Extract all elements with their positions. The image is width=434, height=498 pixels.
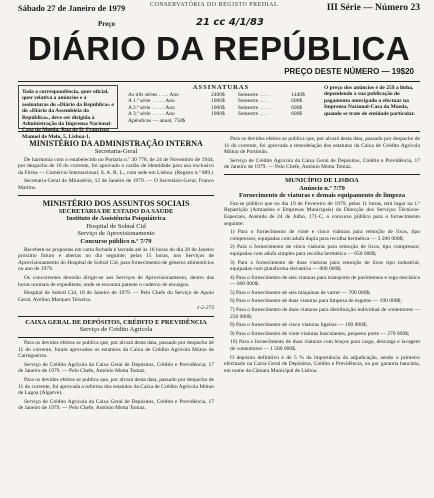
list-item: 3) Para o fornecimento de duas viaturas para remoção de lixos tipo industrial, equipadas com plataforma elevatória — 800 000$; <box>230 259 420 273</box>
series-number: III Série — Número 23 <box>326 3 420 13</box>
table-cell: 1000$ <box>211 104 225 111</box>
table-cell: 600$ <box>291 98 303 104</box>
paragraph: Serviço de Crédito Agrícola da Caixa Geral de Depósitos, Crédito e Previdência, 17 de Janeiro de 1979. — Pelo Chefe, António Motta Tomaz. <box>18 361 214 375</box>
subscriptions-grid <box>126 92 316 125</box>
paragraph: Secretaria-Geral do Ministério, 12 de Janeiro de 1979. — O Secretário-Geral, Franco Martins. <box>18 178 214 191</box>
issue-price: PREÇO DESTE NÚMERO — 19$20 <box>284 67 414 76</box>
issue-date: Sábado 27 de Janeiro de 1979 <box>18 3 126 13</box>
section-heading: Serviço de Crédito Agrícola <box>79 326 153 334</box>
list-item: 4) Para o fornecimento de seis viaturas para transporte de pavimentos e rega mecânica — 600 000$; <box>230 274 420 288</box>
section-heading: Serviço de Aprovisionamento <box>77 230 155 238</box>
content-columns <box>18 136 420 414</box>
paragraph: Para os devidos efeitos se publica que, por alvará desta data, passado por despacho de 11 do corrente, foi aprovada a reforma dos estatutos da Caixa de Crédito Agrícola Mútuo de Lagoa (Algarve). <box>18 377 214 397</box>
table-cell: Semestre . . . . <box>237 91 270 98</box>
institution-heading: CAIXA GERAL DE DEPÓSITOS, CRÉDITO E PREVIDÊNCIA <box>25 318 207 326</box>
table-cell: 1440$ <box>291 91 305 98</box>
paragraph: Os concorrentes deverão dirigir-se aos Serviços de Aprovisionamento, dentro das horas normais de expediente, onde se encontra patente o caderno de encargos. <box>18 274 214 288</box>
paragraph: Serviço de Crédito Agrícola da Caixa Geral de Depósitos, Crédito e Previdência, 17 de Janeiro de 1979. — Pelo Chefe, António Motta Tomaz. <box>224 157 420 171</box>
reference-code: 1-2-273 <box>196 305 214 312</box>
ministry-heading: MINISTÉRIO DOS ASSUNTOS SOCIAIS <box>42 198 190 208</box>
notice-title: Fornecimento de viaturas e demais equipamento de limpeza <box>239 192 405 200</box>
divider <box>18 81 420 82</box>
paragraph: De harmonia com o estabelecido no Portaria n.º 30 778, de 24 de Novembro de 1944, por despacho de 10 do corrente, foi aprovado o cartão de identidade para uso exclusivo da Firma — Comércio Internacional, S. A. R. L., com sede em Lisboa. (Registo n.º 889.) <box>18 156 214 176</box>
correspondence-notice: Toda a correspondência, quer oficial, quer relativa a anúncios e a assinaturas do «Diário da República» e do «Diário da Assembleia da República», deve ser dirigida à Administração da Imprensa Nacional-Casa da Moeda, Rua de D. Francisco Manuel de Melo, 5, Lisboa-1. <box>18 85 118 129</box>
list-item: 7) Para o fornecimento de duas viaturas para distribuição individual de contentores — 250 000$; <box>230 307 420 320</box>
section-heading: Hospital de Sobral Cid <box>86 222 146 230</box>
table-cell: Semestre . . . . <box>237 104 270 111</box>
supply-list <box>224 229 420 353</box>
price-label: Preço <box>98 20 115 28</box>
subscriptions-table <box>126 85 316 129</box>
paragraph: Para os devidos efeitos se publica que, por alvará desta data, passado por despacho de 11 do corrente, foi aprovada a remodelação dos estatutos da Caixa de Crédito Agrícola Mútuo de Portimão. <box>224 136 420 156</box>
left-column <box>18 136 214 414</box>
table-row <box>126 118 316 125</box>
divider <box>224 174 420 175</box>
registry-stamp: CONSERVATÓRIA DO REGISTO PREDIAL <box>150 2 279 8</box>
list-item: 2) Para o fornecimento de cinco viaturas para remoção de lixos, tipo compressor, equipadas com adufa simples para recolha hermética — 650 000$; <box>230 244 420 257</box>
list-item: 9) Para o fornecimento de vinte viaturas basculantes, pequeno porte — 270 000$; <box>230 330 410 337</box>
section-heading: SECRETARIA DE ESTADO DA SAÚDE <box>58 207 174 215</box>
table-cell: Semestre . . . . <box>237 98 270 104</box>
section-heading: Instituto de Assistência Psiquiátrica <box>66 215 166 223</box>
paragraph: Recebem-se propostas em carta fechada e lacrada até às 16 horas do dia 28 de Janeiro próximo futuro e abertas no dia seguinte, pelas 15 horas, nos Serviços de Aprovisionamento do Hospital de Sobral Cid, para fornecimento de géneros alimentícios no ano de 1979. <box>18 246 214 273</box>
ministry-heading: MINISTÉRIO DA ADMINISTRAÇÃO INTERNA <box>29 139 203 148</box>
table-cell: 1000$ <box>211 98 225 104</box>
section-heading: Secretaria-Geral <box>94 148 138 155</box>
list-item: 6) Para o fornecimento de duas viaturas para limpeza de esgotos — 190 000$; <box>230 298 402 305</box>
paragraph: Para os devidos efeitos se publica que, por alvará desta data, passado por despacho de 11 do corrente, foram aprovados os estatutos da Caixa de Crédito Agrícola Mútuo de Carregueiros. <box>18 340 214 360</box>
table-cell: 600$ <box>291 104 303 111</box>
list-item: 1) Para o fornecimento de vinte e cinco viaturas para remoção de lixos, tipo compressor, equipadas com adufa dupla para recolha hermética — 3 200 000$; <box>230 229 420 242</box>
paragraph: Faz-se público que no dia 19 de Fevereiro de 1979, pelas 11 horas, terá lugar na 1.ª Repartição (Armazéns e Empresas Municipais) da Direcção dos Serviços Técnicos-Especiais, Avenida de 24 de Julho, 171-C, o concurso público para o fornecimento seguinte: <box>224 200 420 227</box>
list-item: 5) Para o fornecimento de seis máquinas de varrer — 700 000$; <box>230 289 371 296</box>
masthead-title: DIÁRIO DA REPÚBLICA <box>27 30 411 67</box>
list-item: 10) Para o fornecimento de duas viaturas com braços para carga, descarga e lavagem de contentores — 1 500 000$. <box>230 339 420 353</box>
table-cell: A 1.ª série . . . . . Ano <box>128 98 175 104</box>
handwritten-reference: 21 cc 4/1/83 <box>196 17 264 28</box>
right-column <box>224 136 420 414</box>
notice-number: Anúncio n.º 7/79 <box>299 184 345 192</box>
info-band <box>18 84 420 140</box>
table-cell: A 3.ª série . . . . . Ano <box>128 111 175 117</box>
table-cell: A 2.ª série . . . . . Ano <box>128 104 175 111</box>
advert-price-note: O preço dos anúncios é de 25$ a linha, dependendo a sua publicação do pagamento antecipado a efectuar na Imprensa Nacional-Casa da Moeda, quando se trate de entidade particular. <box>324 85 415 117</box>
divider <box>18 195 214 196</box>
paragraph: Serviço de Crédito Agrícola da Caixa Geral de Depósitos, Crédito e Previdência, 17 de Janeiro de 1979. — Pelo Chefe, António Motta Tomaz. <box>18 398 214 412</box>
list-item: 8) Para o fornecimento de cinco viaturas ligeiras — 100 000$; <box>230 322 368 329</box>
municipality-heading: MUNICÍPIO DE LISBOA <box>285 176 359 184</box>
table-cell: 600$ <box>291 111 303 117</box>
table-cell: As três séries . . . . Ano <box>128 91 179 98</box>
table-cell: Semestre . . . . <box>237 111 270 117</box>
caixa-section <box>18 316 214 338</box>
table-cell: Apêndices — anual, 750$ <box>128 117 186 124</box>
subscriptions-title: ASSINATURAS <box>192 84 250 91</box>
paragraph: O depósito definitivo é de 5 % da importância da adjudicação, sendo o primeiro efectuado na Caixa Geral de Depósitos, Crédito e Previdência, ou por garantia bancária, em nome da Câmara Municipal de Lisboa. <box>224 354 420 374</box>
paragraph: Hospital de Sobral Cid, 18 de Janeiro de 1979. — Pelo Chefe do Serviço de Apoio Geral, Avelino Marques Teixeira. <box>18 290 214 303</box>
tender-number: Concurso público n.º 7/79 <box>80 237 152 245</box>
masthead-sub <box>18 67 420 79</box>
table-cell: 1000$ <box>211 111 225 117</box>
table-cell: 2400$ <box>211 91 225 98</box>
